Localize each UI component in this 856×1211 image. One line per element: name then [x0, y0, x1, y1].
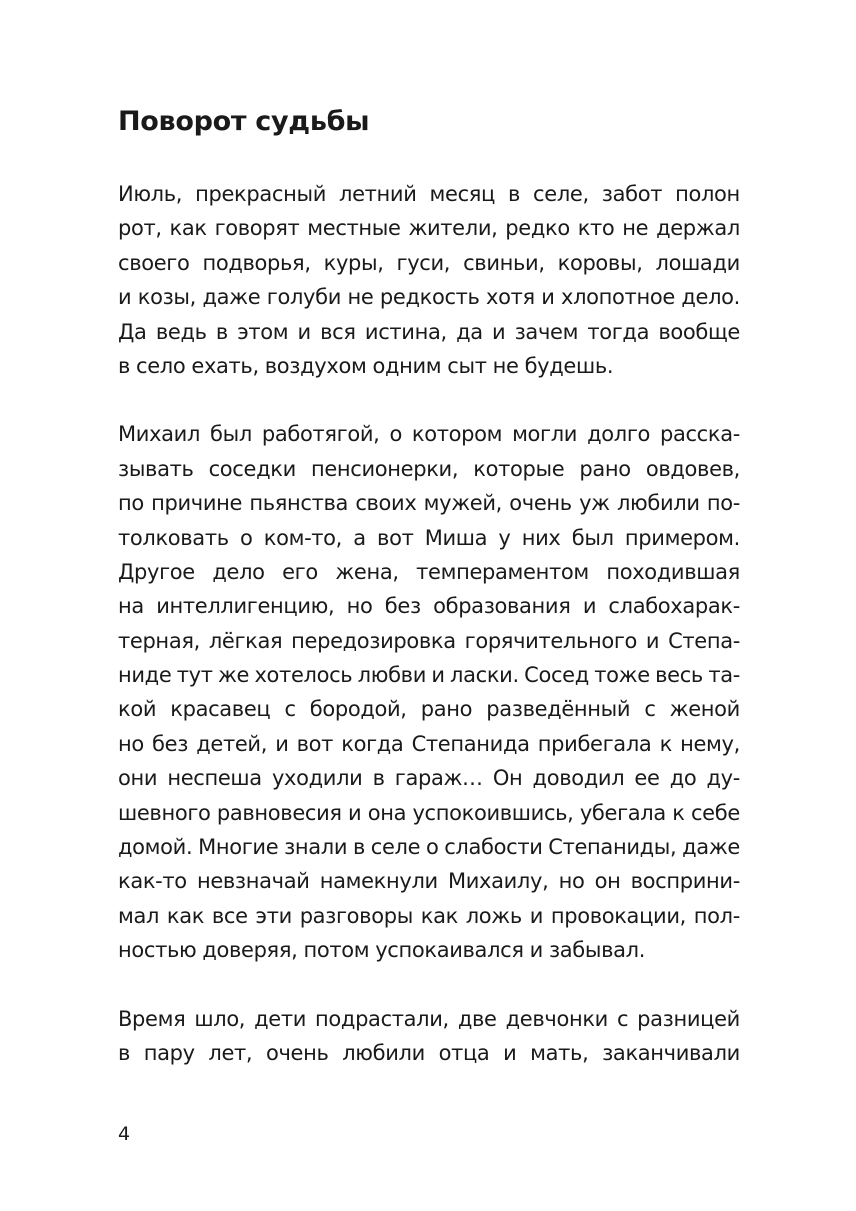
- text-line: как-то невзначай намекнули Михаилу, но он восприни-: [118, 869, 740, 894]
- paragraph: [118, 417, 740, 967]
- text-line: в пару лет, очень любили отца и мать, заканчивали: [118, 1040, 740, 1065]
- text-line: толковать о ком-то, а вот Миша у них был примером.: [118, 525, 740, 550]
- text-line: рот, как говорят местные жители, редко кто не держал: [118, 216, 740, 241]
- text-line: Другое дело его жена, темпераментом походившая: [118, 559, 740, 584]
- text-line: и козы, даже голуби не редкость хотя и хлопотное дело.: [118, 285, 740, 310]
- text-line: ностью доверяя, потом успокаивался и забывал.: [118, 938, 646, 963]
- text-line: в село ехать, воздухом одним сыт не будешь.: [118, 353, 614, 378]
- paragraph: [118, 1002, 740, 1071]
- text-line: терная, лёгкая передозировка горячительного и Степа-: [118, 628, 740, 653]
- text-line: ниде тут же хотелось любви и ласки. Сосед тоже весь та-: [118, 663, 740, 688]
- text-line: Время шло, дети подрастали, две девчонки с разницей: [118, 1006, 740, 1031]
- chapter-title: Поворот судьбы: [118, 106, 370, 137]
- text-line: Михаил был работягой, о котором могли долго расска-: [118, 422, 740, 447]
- chapter-body: [118, 177, 740, 1104]
- text-line: своего подворья, куры, гуси, свиньи, коровы, лошади: [118, 250, 740, 275]
- text-line: шевного равновесия и она успокоившись, убегала к себе: [118, 800, 740, 825]
- text-line: домой. Многие знали в селе о слабости Степаниды, даже: [118, 835, 740, 860]
- text-line: на интеллигенцию, но без образования и слабохарак-: [118, 594, 740, 619]
- text-line: Июль, прекрасный летний месяц в селе, забот полон: [118, 182, 740, 206]
- paragraph: [118, 177, 740, 383]
- text-line: они неспеша уходили в гараж… Он доводил ее до ду-: [118, 766, 740, 791]
- page-number: 4: [118, 1123, 131, 1145]
- text-line: зывать соседки пенсионерки, которые рано овдовев,: [118, 456, 740, 481]
- text-line: мал как все эти разговоры как ложь и провокации, пол-: [118, 903, 740, 928]
- text-line: кой красавец с бородой, рано разведённый с женой: [118, 697, 740, 722]
- text-line: но без детей, и вот когда Степанида прибегала к нему,: [118, 731, 740, 756]
- text-line: Да ведь в этом и вся истина, да и зачем тогда вообще: [118, 319, 740, 344]
- text-line: по причине пьянства своих мужей, очень уж любили по-: [118, 491, 740, 516]
